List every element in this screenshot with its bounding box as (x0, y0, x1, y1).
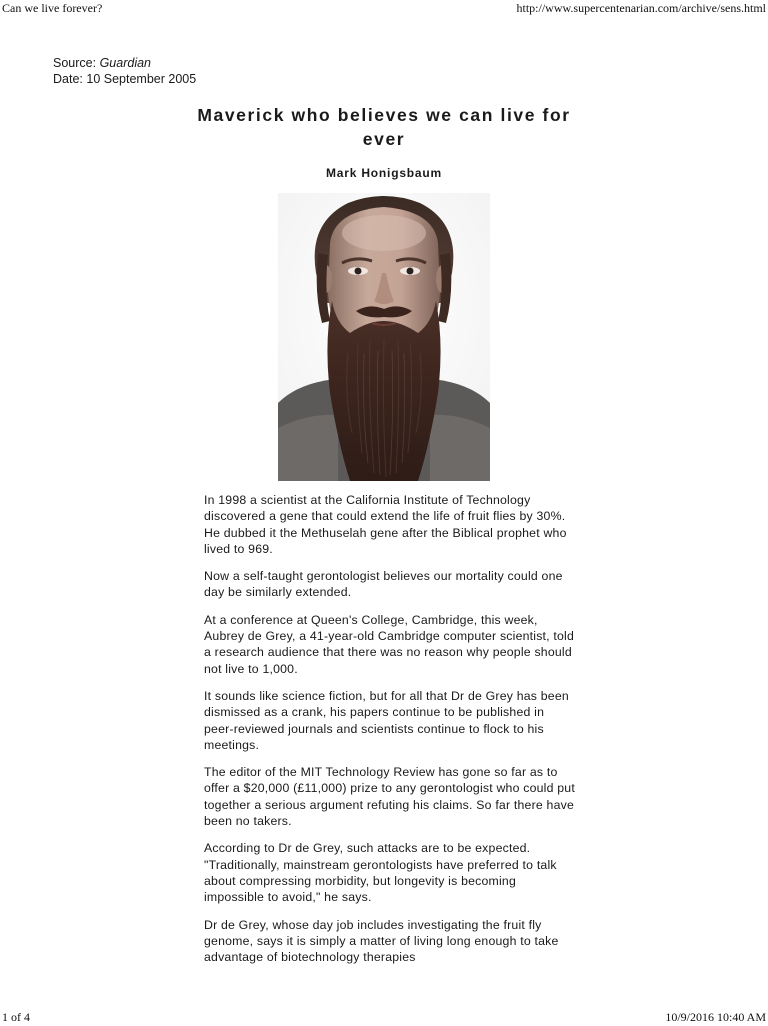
article-byline: Mark Honigsbaum (325, 166, 442, 180)
page-number: 1 of 4 (2, 1010, 30, 1024)
print-header (0, 1, 768, 17)
article-headline: Maverick who believes we can live for ever (197, 105, 571, 149)
article-paragraph: It sounds like science fiction, but for all that Dr de Grey has been dismissed as a crank, his papers continue to be published in peer-reviewed journals and scientists continue to flock to his meetings. (204, 688, 569, 752)
article-body (204, 492, 576, 976)
article-paragraph: At a conference at Queen's College, Cambridge, this week, Aubrey de Grey, a 41-year-old Cambridge computer scientist, told a research audience that there was no reason why people should not live to 1,000. (204, 612, 575, 676)
article-meta (53, 55, 196, 87)
source-name: Guardian (99, 56, 152, 70)
article-paragraph: Now a self-taught gerontologist believes our mortality could one day be similarly extended. (204, 569, 563, 600)
article-paragraph: Dr de Grey, whose day job includes investigating the fruit fly genome, says it is simply a matter of living long enough to take advantage of biotechnology therapies (204, 917, 559, 965)
author-portrait-photo (278, 193, 490, 481)
print-header-title: Can we live forever? (2, 1, 103, 15)
date-line (53, 71, 196, 87)
date-value: 10 September 2005 (86, 72, 197, 86)
print-header-url: http://www.supercentenarian.com/archive/sens.html (516, 1, 766, 15)
article-paragraph: In 1998 a scientist at the California Institute of Technology discovered a gene that could extend the life of fruit flies by 30%. He dubbed it the Methuselah gene after the Biblical prophet who lived to 969. (204, 493, 567, 556)
article-paragraph: The editor of the MIT Technology Review has gone so far as to offer a $20,000 (£11,000) prize to any gerontologist who could put together a serious argument refuting his claims. So far there have been no takers. (204, 765, 575, 829)
source-line (53, 55, 196, 71)
article-paragraph: According to Dr de Grey, such attacks are to be expected. "Traditionally, mainstream gerontologists have preferred to talk about compressing morbidity, but longevity is becoming impossible to avoid," he says. (204, 841, 557, 905)
date-label: Date: (53, 72, 83, 86)
print-datetime: 10/9/2016 10:40 AM (665, 1010, 766, 1024)
source-label: Source: (53, 56, 97, 70)
